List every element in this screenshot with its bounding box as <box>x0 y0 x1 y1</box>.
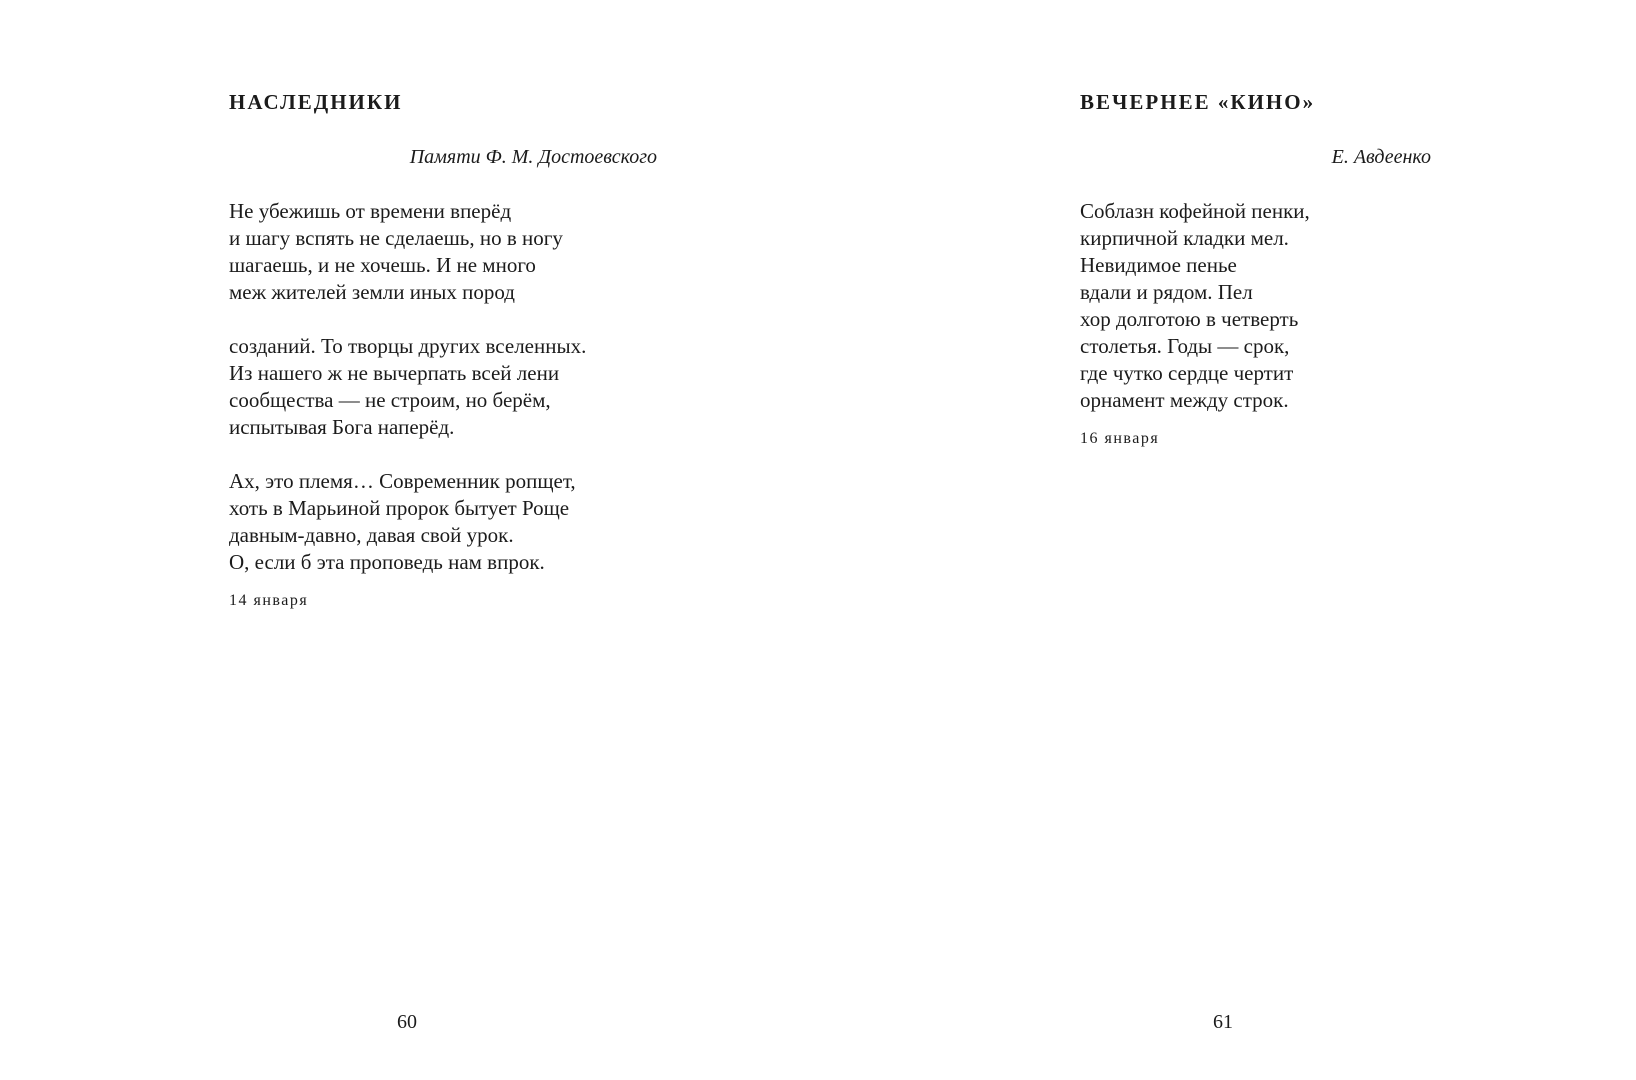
poem-line: орнамент между строк. <box>1080 388 1289 412</box>
stanza <box>229 198 586 306</box>
poem-line: Не убежишь от времени вперёд <box>229 199 512 223</box>
poem-dedication: Е. Авдеенко <box>1331 146 1431 168</box>
poem-line: шагаешь, и не хочешь. И не много <box>229 253 536 277</box>
right-page <box>818 0 1636 1080</box>
poem-line: испытывая Бога наперёд. <box>229 415 455 439</box>
poem-vechernee-kino <box>1080 88 1440 447</box>
poem-line: давным-давно, давая свой урок. <box>229 523 514 547</box>
poem-nasledniki <box>229 88 657 609</box>
poem-title: ВЕЧЕРНЕЕ «КИНО» <box>1080 90 1316 114</box>
poem-date: 16 января <box>1080 430 1160 447</box>
stanza <box>229 468 586 576</box>
poem-body <box>229 198 586 611</box>
poem-line: вдали и рядом. Пел <box>1080 280 1253 304</box>
poem-line: хор долготою в четверть <box>1080 307 1299 331</box>
poem-line: кирпичной кладки мел. <box>1080 226 1289 250</box>
poem-line: столетья. Годы — срок, <box>1080 334 1290 358</box>
poem-line: Ах, это племя… Современник ропщет, <box>229 469 576 493</box>
poem-line: сообщества — не строим, но берём, <box>229 388 551 412</box>
stanza <box>229 333 586 441</box>
poem-line: Невидимое пенье <box>1080 253 1237 277</box>
poem-line: Из нашего ж не вычерпать всей лени <box>229 361 560 385</box>
poem-dedication: Памяти Ф. М. Достоевского <box>409 146 657 168</box>
page-number: 61 <box>1213 1011 1233 1033</box>
poem-line: и шагу вспять не сделаешь, но в ногу <box>229 226 563 250</box>
poem-line: созданий. То творцы других вселенных. <box>229 334 587 358</box>
poem-line: где чутко сердце чертит <box>1080 361 1294 385</box>
poem-body <box>1080 198 1310 449</box>
poem-date: 14 января <box>229 592 309 609</box>
stanza <box>1080 198 1310 414</box>
poem-line: меж жителей земли иных пород <box>229 280 515 304</box>
page-number: 60 <box>397 1011 417 1033</box>
poem-line: Соблазн кофейной пенки, <box>1080 199 1310 223</box>
poem-line: хоть в Марьиной пророк бытует Роще <box>229 496 570 520</box>
poem-title: НАСЛЕДНИКИ <box>229 90 403 114</box>
poem-line: О, если б эта проповедь нам впрок. <box>229 550 545 574</box>
